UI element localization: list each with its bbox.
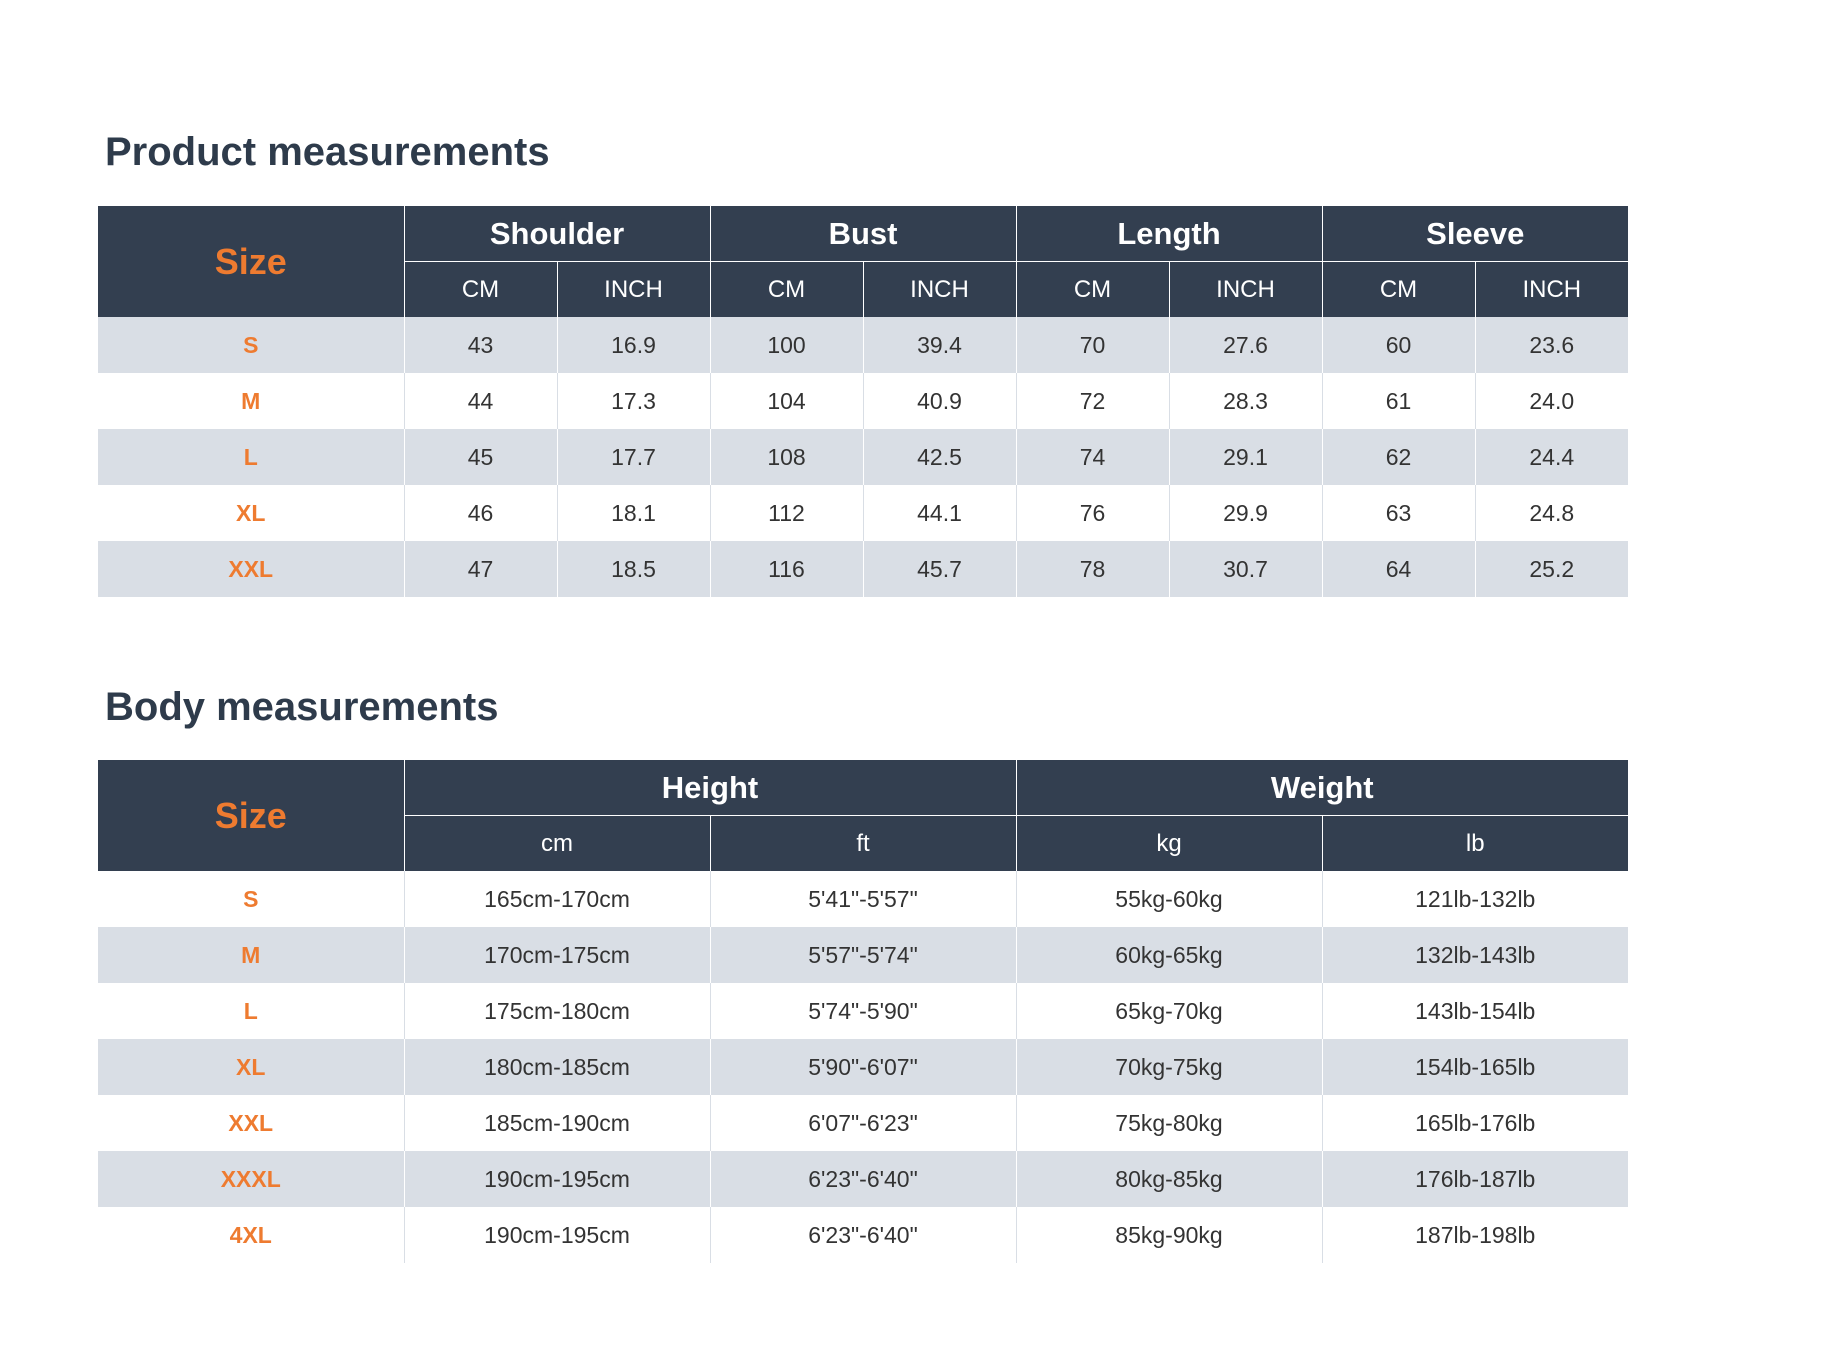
- measurement-cell: 55kg-60kg: [1016, 871, 1322, 927]
- size-column-header: Size: [98, 206, 404, 317]
- measurement-cell: 17.7: [557, 429, 710, 485]
- measurement-cell: 165cm-170cm: [404, 871, 710, 927]
- measurement-cell: 108: [710, 429, 863, 485]
- table-row: [98, 541, 1628, 597]
- measurement-cell: 25.2: [1475, 541, 1628, 597]
- size-label: XXL: [98, 541, 404, 597]
- body-measurements-title: Body measurements: [105, 685, 499, 729]
- table-row: [98, 485, 1628, 541]
- length-header: Length: [1016, 206, 1322, 262]
- measurement-cell: 42.5: [863, 429, 1016, 485]
- measurement-cell: 23.6: [1475, 317, 1628, 373]
- measurement-cell: 44: [404, 373, 557, 429]
- weight-header: Weight: [1016, 760, 1628, 816]
- measurement-cell: 16.9: [557, 317, 710, 373]
- measurement-cell: 116: [710, 541, 863, 597]
- measurement-cell: 170cm-175cm: [404, 927, 710, 983]
- table-row: [98, 373, 1628, 429]
- table-row: [98, 1095, 1628, 1151]
- size-label: 4XL: [98, 1207, 404, 1263]
- measurement-cell: 6'23"-6'40": [710, 1151, 1016, 1207]
- height-header: Height: [404, 760, 1016, 816]
- measurement-cell: 17.3: [557, 373, 710, 429]
- shoulder-header: Shoulder: [404, 206, 710, 262]
- measurement-cell: 72: [1016, 373, 1169, 429]
- unit-header: ft: [710, 816, 1016, 872]
- unit-header: CM: [404, 262, 557, 318]
- measurement-cell: 100: [710, 317, 863, 373]
- measurement-cell: 45: [404, 429, 557, 485]
- unit-header: CM: [710, 262, 863, 318]
- measurement-cell: 60kg-65kg: [1016, 927, 1322, 983]
- measurement-cell: 6'23"-6'40": [710, 1207, 1016, 1263]
- measurement-cell: 85kg-90kg: [1016, 1207, 1322, 1263]
- table-row: [98, 317, 1628, 373]
- measurement-cell: 64: [1322, 541, 1475, 597]
- measurement-cell: 121lb-132lb: [1322, 871, 1628, 927]
- measurement-cell: 165lb-176lb: [1322, 1095, 1628, 1151]
- table-row: [98, 1151, 1628, 1207]
- measurement-cell: 112: [710, 485, 863, 541]
- measurement-cell: 29.1: [1169, 429, 1322, 485]
- measurement-cell: 70: [1016, 317, 1169, 373]
- measurement-cell: 61: [1322, 373, 1475, 429]
- measurement-cell: 24.4: [1475, 429, 1628, 485]
- measurement-cell: 60: [1322, 317, 1475, 373]
- size-label: M: [98, 373, 404, 429]
- measurement-cell: 43: [404, 317, 557, 373]
- measurement-cell: 143lb-154lb: [1322, 983, 1628, 1039]
- unit-header: kg: [1016, 816, 1322, 872]
- measurement-cell: 29.9: [1169, 485, 1322, 541]
- product-measurements-title: Product measurements: [105, 130, 550, 174]
- table-row: [98, 429, 1628, 485]
- unit-header: INCH: [863, 262, 1016, 318]
- measurement-cell: 185cm-190cm: [404, 1095, 710, 1151]
- measurement-cell: 45.7: [863, 541, 1016, 597]
- measurement-cell: 24.8: [1475, 485, 1628, 541]
- size-label: S: [98, 871, 404, 927]
- measurement-cell: 180cm-185cm: [404, 1039, 710, 1095]
- unit-header: lb: [1322, 816, 1628, 872]
- measurement-cell: 176lb-187lb: [1322, 1151, 1628, 1207]
- measurement-cell: 80kg-85kg: [1016, 1151, 1322, 1207]
- measurement-cell: 18.5: [557, 541, 710, 597]
- measurement-cell: 18.1: [557, 485, 710, 541]
- size-label: XXXL: [98, 1151, 404, 1207]
- product-measurements-table: [98, 206, 1628, 597]
- unit-header: cm: [404, 816, 710, 872]
- measurement-cell: 24.0: [1475, 373, 1628, 429]
- measurement-cell: 76: [1016, 485, 1169, 541]
- unit-header: CM: [1016, 262, 1169, 318]
- body-measurements-table: [98, 760, 1628, 1263]
- measurement-cell: 190cm-195cm: [404, 1207, 710, 1263]
- measurement-cell: 104: [710, 373, 863, 429]
- size-label: XL: [98, 1039, 404, 1095]
- measurement-cell: 40.9: [863, 373, 1016, 429]
- measurement-cell: 175cm-180cm: [404, 983, 710, 1039]
- measurement-cell: 47: [404, 541, 557, 597]
- unit-header: INCH: [1169, 262, 1322, 318]
- measurement-cell: 63: [1322, 485, 1475, 541]
- table-row: [98, 927, 1628, 983]
- measurement-cell: 132lb-143lb: [1322, 927, 1628, 983]
- unit-header: INCH: [1475, 262, 1628, 318]
- bust-header: Bust: [710, 206, 1016, 262]
- measurement-cell: 5'74"-5'90": [710, 983, 1016, 1039]
- measurement-cell: 187lb-198lb: [1322, 1207, 1628, 1263]
- measurement-cell: 62: [1322, 429, 1475, 485]
- measurement-cell: 154lb-165lb: [1322, 1039, 1628, 1095]
- table-row: [98, 871, 1628, 927]
- size-label: S: [98, 317, 404, 373]
- measurement-cell: 75kg-80kg: [1016, 1095, 1322, 1151]
- size-label: L: [98, 429, 404, 485]
- table-row: [98, 983, 1628, 1039]
- measurement-cell: 74: [1016, 429, 1169, 485]
- measurement-cell: 28.3: [1169, 373, 1322, 429]
- table-row: [98, 1039, 1628, 1095]
- size-label: M: [98, 927, 404, 983]
- sleeve-header: Sleeve: [1322, 206, 1628, 262]
- measurement-cell: 39.4: [863, 317, 1016, 373]
- measurement-cell: 6'07"-6'23": [710, 1095, 1016, 1151]
- measurement-cell: 5'57"-5'74": [710, 927, 1016, 983]
- measurement-cell: 5'41"-5'57": [710, 871, 1016, 927]
- measurement-cell: 190cm-195cm: [404, 1151, 710, 1207]
- unit-header: CM: [1322, 262, 1475, 318]
- size-label: XL: [98, 485, 404, 541]
- measurement-cell: 78: [1016, 541, 1169, 597]
- unit-header: INCH: [557, 262, 710, 318]
- measurement-cell: 46: [404, 485, 557, 541]
- size-label: XXL: [98, 1095, 404, 1151]
- table-row: [98, 1207, 1628, 1263]
- size-label: L: [98, 983, 404, 1039]
- measurement-cell: 27.6: [1169, 317, 1322, 373]
- size-column-header: Size: [98, 760, 404, 871]
- measurement-cell: 5'90"-6'07": [710, 1039, 1016, 1095]
- measurement-cell: 65kg-70kg: [1016, 983, 1322, 1039]
- measurement-cell: 70kg-75kg: [1016, 1039, 1322, 1095]
- measurement-cell: 44.1: [863, 485, 1016, 541]
- measurement-cell: 30.7: [1169, 541, 1322, 597]
